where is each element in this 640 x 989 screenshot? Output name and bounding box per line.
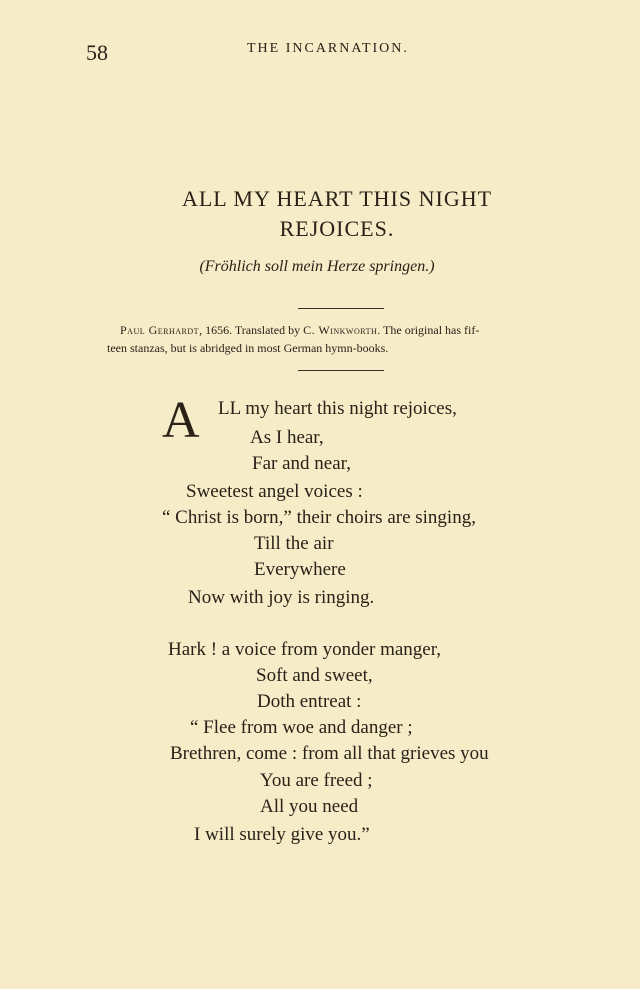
note-start: . The original has fif- bbox=[377, 323, 480, 337]
hymn-title-line-2: REJOICES. bbox=[279, 216, 395, 241]
stanza-2-line-7: All you need bbox=[260, 796, 359, 817]
stanza-1-line-4: Sweetest angel voices : bbox=[186, 481, 363, 502]
stanza-1-line-2: As I hear, bbox=[250, 427, 324, 448]
stanza-2-line-6: You are freed ; bbox=[260, 770, 373, 791]
hymn-title-line-1: ALL MY HEART THIS NIGHT bbox=[181, 186, 493, 211]
stanza-2-line-2: Soft and sweet, bbox=[256, 665, 373, 686]
original-title: (Fröhlich soll mein Herze springen.) bbox=[199, 258, 435, 275]
divider-top bbox=[298, 308, 384, 309]
author-name: Paul Gerhardt bbox=[120, 323, 200, 337]
attribution-line-1 bbox=[120, 323, 479, 338]
stanza-1-line-6: Till the air bbox=[254, 533, 334, 554]
stanza-2-line-5: Brethren, come : from all that grieves you bbox=[170, 743, 489, 764]
stanza-2-line-4: “ Flee from woe and danger ; bbox=[190, 717, 413, 738]
stanza-1-line-3: Far and near, bbox=[252, 453, 351, 474]
stanza-2-line-8: I will surely give you.” bbox=[194, 824, 370, 845]
page-number: 58 bbox=[86, 40, 108, 65]
year-text: , 1656. Translated by bbox=[199, 323, 304, 337]
drop-cap: A bbox=[162, 392, 200, 449]
stanza-1-line-5: “ Christ is born,” their choirs are singing, bbox=[162, 507, 476, 528]
stanza-2-line-3: Doth entreat : bbox=[257, 691, 362, 712]
attribution-line-2: teen stanzas, but is abridged in most German hymn-books. bbox=[107, 341, 389, 355]
divider-bottom bbox=[298, 370, 384, 371]
stanza-2-line-1: Hark ! a voice from yonder manger, bbox=[168, 639, 442, 660]
stanza-1-line-1: LL my heart this night rejoices, bbox=[218, 398, 457, 419]
running-head: THE INCARNATION. bbox=[247, 41, 409, 56]
translator-name: C. Winkworth bbox=[303, 323, 378, 337]
stanza-1-line-7: Everywhere bbox=[254, 559, 346, 580]
stanza-1-line-8: Now with joy is ringing. bbox=[188, 587, 375, 608]
